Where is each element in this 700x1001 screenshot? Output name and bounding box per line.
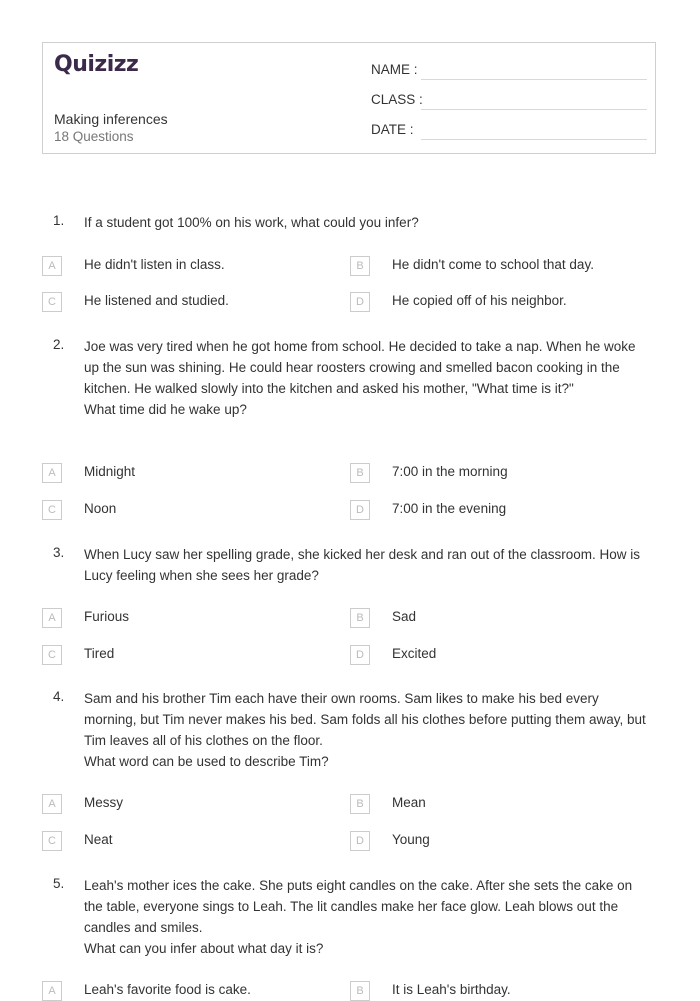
option-text: Midnight — [84, 464, 136, 479]
option-text: Mean — [392, 795, 426, 810]
option-text: He copied off of his neighbor. — [392, 293, 567, 308]
option-text: Tired — [84, 646, 115, 661]
date-field — [371, 118, 647, 140]
question-number: 5. — [53, 876, 65, 891]
option-text: 7:00 in the morning — [392, 464, 508, 479]
worksheet-title: Making inferences — [54, 111, 168, 127]
option-text: Furious — [84, 609, 130, 624]
name-label: NAME : — [371, 62, 418, 77]
option-letter: A — [42, 256, 62, 276]
name-line — [421, 79, 647, 80]
option-letter: A — [42, 608, 62, 628]
option-letter: C — [42, 831, 62, 851]
question-number: 3. — [53, 545, 65, 560]
question-line: Joe was very tired when he got home from school. He decided to take a nap. When he woke up the sun was shining. He could hear roosters crowing and smelled bacon cooking in the kitchen. He walked slowly into the kitchen and asked his mother, "What time is it?" — [84, 339, 636, 396]
option-letter: B — [350, 981, 370, 1001]
option-letter: B — [350, 463, 370, 483]
option-letter: A — [42, 463, 62, 483]
question-number: 1. — [53, 213, 65, 228]
option-letter: B — [350, 608, 370, 628]
option-letter: D — [350, 645, 370, 665]
class-field — [371, 88, 647, 110]
question-text — [84, 544, 652, 586]
option-letter: C — [42, 500, 62, 520]
option-text: He didn't listen in class. — [84, 257, 225, 272]
option-text: Noon — [84, 501, 117, 516]
question-line: Sam and his brother Tim each have their own rooms. Sam likes to make his bed every morning, but Tim never makes his bed. Sam folds all his clothes before putting them away, but Tim leaves all of his clothes on the floor. — [84, 691, 646, 748]
option-text: Leah's favorite food is cake. — [84, 982, 251, 997]
option-letter: D — [350, 292, 370, 312]
class-label: CLASS : — [371, 92, 423, 107]
option-letter: C — [42, 292, 62, 312]
name-field — [371, 58, 647, 80]
option-letter: B — [350, 256, 370, 276]
option-text: Sad — [392, 609, 417, 624]
option-letter: B — [350, 794, 370, 814]
question-text — [84, 875, 652, 959]
question-text — [84, 212, 652, 233]
question-line: What can you infer about what day it is? — [84, 941, 324, 956]
question-number: 4. — [53, 689, 65, 704]
question-text — [84, 688, 652, 772]
question-count: 18 Questions — [54, 129, 134, 144]
question-line: Leah's mother ices the cake. She puts eight candles on the cake. After she sets the cake on the table, everyone sings to Leah. The lit candles make her face glow. Leah blows out the candles and smiles. — [84, 878, 633, 935]
question-line: What time did he wake up? — [84, 402, 247, 417]
option-text: Young — [392, 832, 430, 847]
worksheet-header — [42, 42, 656, 154]
option-text: He didn't come to school that day. — [392, 257, 594, 272]
option-letter: C — [42, 645, 62, 665]
option-letter: D — [350, 831, 370, 851]
option-text: He listened and studied. — [84, 293, 229, 308]
question-line: What word can be used to describe Tim? — [84, 754, 329, 769]
option-letter: A — [42, 981, 62, 1001]
option-text: It is Leah's birthday. — [392, 982, 511, 997]
option-letter: A — [42, 794, 62, 814]
option-text: Messy — [84, 795, 124, 810]
option-text: 7:00 in the evening — [392, 501, 507, 516]
option-letter: D — [350, 500, 370, 520]
class-line — [421, 109, 647, 110]
date-line — [421, 139, 647, 140]
question-text — [84, 336, 652, 420]
question-line: When Lucy saw her spelling grade, she kicked her desk and ran out of the classroom. How is Lucy feeling when she sees her grade? — [84, 547, 641, 583]
option-text: Neat — [84, 832, 113, 847]
question-line: If a student got 100% on his work, what could you infer? — [84, 215, 419, 230]
date-label: DATE : — [371, 122, 414, 137]
quizizz-logo: Quizizz — [54, 52, 139, 77]
option-text: Excited — [392, 646, 437, 661]
question-number: 2. — [53, 337, 65, 352]
